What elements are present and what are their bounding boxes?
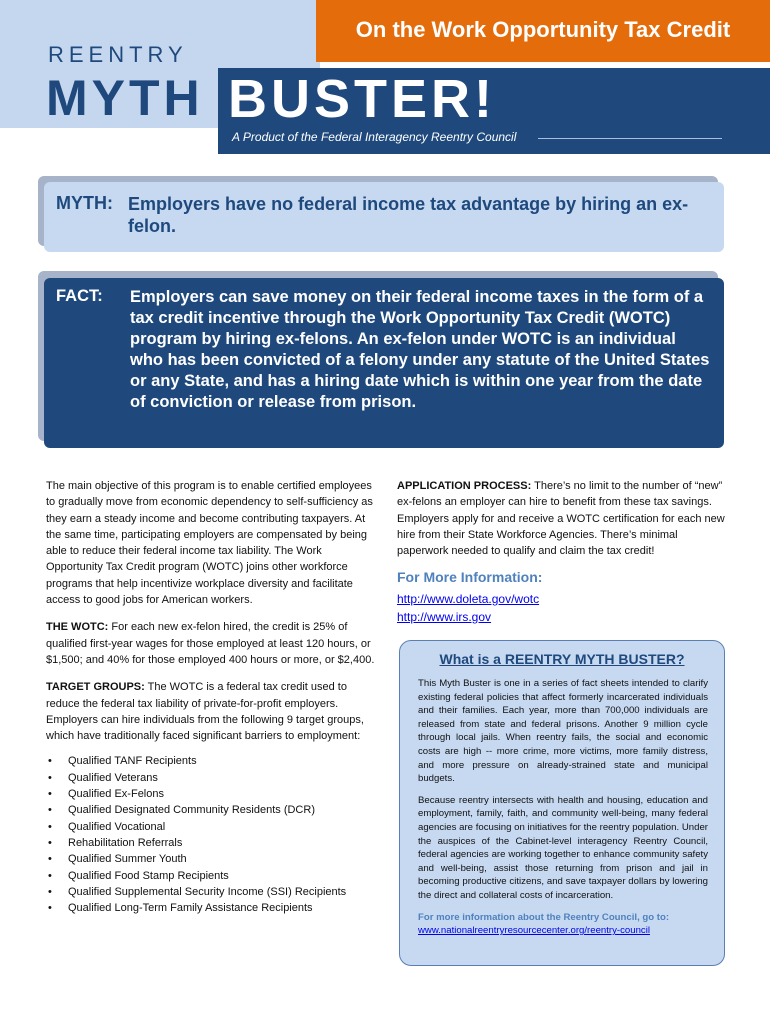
list-item: • Qualified Veterans [46, 770, 378, 786]
myth-label: MYTH: [56, 193, 113, 213]
application-label: APPLICATION PROCESS: [397, 480, 532, 492]
target-groups-text: The WOTC is a federal tax credit used to reduce the federal tax liability of private-for-profit employers. Employers can hire individuals from the following 9 target groups, which have traditionally faced significant barriers to employment: [46, 681, 364, 743]
irs-link[interactable]: http://www.irs.gov [397, 609, 492, 624]
doleta-link[interactable]: http://www.doleta.gov/wotc [397, 591, 540, 606]
what-is-title: What is a REENTRY MYTH BUSTER? [439, 651, 685, 667]
what-is-paragraph-2: Because reentry intersects with health and housing, education and employment, family, faith, and community well-being, many federal agencies are focusing on initiatives for the reentry population. Under the auspices of the Cabinet-level interagency Reentry Council, federal agencies are working together to enhance community safety and well-being, assist those returning from prison and jail in becoming productive citizens, and save taxpayer dollars by lowering the direct and collateral costs of incarceration. [418, 794, 708, 901]
list-item: • Qualified Long-Term Family Assistance Recipients [46, 900, 378, 916]
list-item: • Qualified Ex-Felons [46, 786, 378, 802]
application-text: There’s no limit to the number of “new” ex-felons an employer can hire to benefit from these tax savings. Employers apply for and receive a WOTC certification for each new hire from their State Workforce Agencies. There’s minimal paperwork needed to qualify and claim the tax credit! [397, 480, 725, 558]
list-item: • Qualified Vocational [46, 819, 378, 835]
reentry-council-link[interactable]: www.nationalreentryresourcecenter.org/reentry-council [418, 925, 650, 937]
list-item: • Qualified Supplemental Security Income (SSI) Recipients [46, 884, 378, 900]
what-is-body [418, 677, 708, 938]
more-info-heading: For More Information: [397, 569, 543, 586]
intro-paragraph: The main objective of this program is to enable certified employees to gradually move from economic dependency to self-sufficiency as they earn a steady income and become contributing taxpayers. At the same time, participating employers are compensated by being able to reduce their federal income tax liability. The Work Opportunity Tax Credit program (WOTC) joins other workforce programs that help incentivize workplace diversity and facilitate access to good jobs for American workers. [46, 480, 373, 607]
list-item: • Qualified Food Stamp Recipients [46, 868, 378, 884]
what-is-box [399, 640, 725, 966]
fact-label: FACT: [56, 287, 103, 305]
list-item: • Qualified Designated Community Residents (DCR) [46, 802, 378, 818]
wotc-label: THE WOTC: [46, 621, 109, 634]
tagline-divider [538, 138, 722, 139]
left-column [46, 478, 378, 916]
product-tagline: A Product of the Federal Interagency Reentry Council [232, 130, 517, 144]
header-banner [316, 0, 770, 62]
list-item: • Qualified Summer Youth [46, 851, 378, 867]
target-groups-paragraph [46, 679, 378, 744]
target-groups-label: TARGET GROUPS: [46, 681, 145, 694]
application-paragraph [397, 478, 727, 559]
logo-myth: MYTH [46, 70, 204, 126]
banner-title: On the Work Opportunity Tax Credit [355, 17, 731, 42]
logo-reentry: REENTRY [48, 42, 188, 67]
right-column [397, 478, 727, 626]
reentry-council-info [418, 911, 708, 938]
list-item: • Qualified TANF Recipients [46, 753, 378, 769]
wotc-text: For each new ex-felon hired, the credit is 25% of qualified first-year wages for those employed at least 120 hours, or $1,500; and 40% for those employed 400 hours or more, or $2,400. [46, 621, 375, 666]
list-item-continuation: • Rehabilitation Referrals [46, 835, 378, 851]
reentry-council-text: For more information about the Reentry Council, go to: [418, 911, 670, 923]
logo-buster: BUSTER! [228, 69, 496, 129]
wotc-paragraph [46, 619, 378, 668]
target-groups-list [46, 753, 378, 916]
what-is-paragraph-1: This Myth Buster is one in a series of fact sheets intended to clarify existing federal policies that affect formerly incarcerated individuals and their families. Each year, more than 700,000 individuals are released from state and federal prisons. Another 9 million cycle through local jails. When reentry fails, the social and economic costs are high -- more crime, more victims, more family distress, and more pressure on already-strained state and municipal budgets. [418, 678, 708, 785]
fact-statement: Employers can save money on their federal income taxes in the form of a tax credit incentive through the Work Opportunity Tax Credit (WOTC) program by hiring ex-felons. An ex-felon under WOTC is an individual who has been convicted of a felony under any statute of the United States or any State, and has a hiring date which is within one year from the date of conviction or release from prison. [130, 288, 710, 411]
myth-statement: Employers have no federal income tax advantage by hiring an ex-felon. [128, 194, 689, 236]
